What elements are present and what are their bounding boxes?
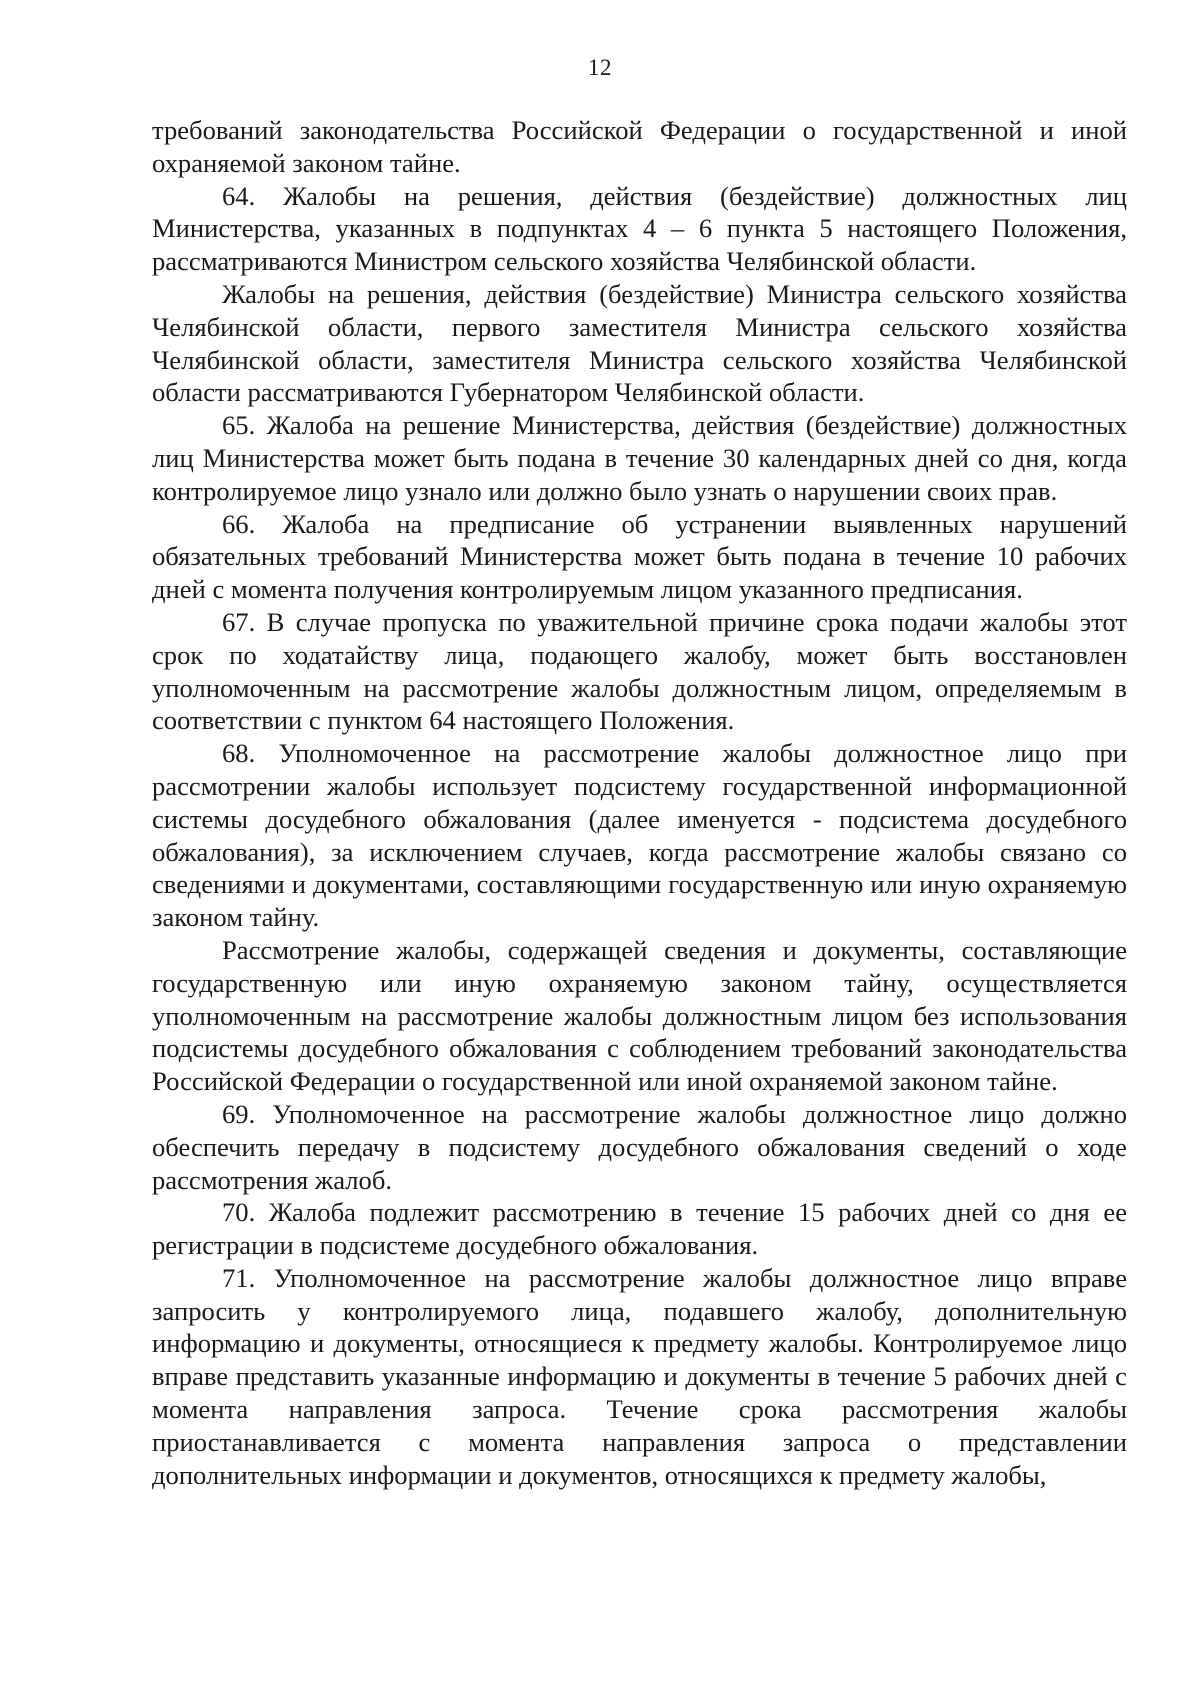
paragraph-67: 67. В случае пропуска по уважительной причине срока подачи жалобы этот срок по ходатайству лица, подающего жалобу, может быть восстановлен уполномоченным на рассмотрение жалобы должностным лицом, определяемым в соответствии с пунктом 64 настоящего Положения. (152, 606, 1127, 736)
page-number: 12 (588, 55, 612, 80)
paragraph-64: 64. Жалобы на решения, действия (бездействие) должностных лиц Министерства, указанных в подпунктах 4 – 6 пункта 5 настоящего Положения, рассматриваются Министром сельского хозяйства Челябинской области. (152, 180, 1127, 277)
paragraph-66: 66. Жалоба на предписание об устранении выявленных нарушений обязательных требований Министерства может быть подана в течение 10 рабочих дней с момента получения контролируемым лицом указанного предписания. (152, 508, 1127, 605)
paragraph-68-part-2: Рассмотрение жалобы, содержащей сведения и документы, составляющие государственную или иную охраняемую законом тайну, осуществляется уполномоченным на рассмотрение жалобы должностным лицом без использования подсистемы досудебного обжалования с соблюдением требований законодательства Российской Федерации о государственной или иной охраняемой законом тайне. (152, 934, 1127, 1097)
paragraph-64-part-2: Жалобы на решения, действия (бездействие) Министра сельского хозяйства Челябинской области, первого заместителя Министра сельского хозяйства Челябинской области, заместителя Министра сельского хозяйства Челябинской области рассматриваются Губернатором Челябинской области. (152, 278, 1127, 408)
paragraph-68: 68. Уполномоченное на рассмотрение жалобы должностное лицо при рассмотрении жалобы использует подсистему государственной информационной системы досудебного обжалования (далее именуется - подсистема досудебного обжалования), за исключением случаев, когда рассмотрение жалобы связано со сведениями и документами, составляющими государственную или иную охраняемую законом тайну. (152, 738, 1127, 933)
paragraph-70: 70. Жалоба подлежит рассмотрению в течение 15 рабочих дней со дня ее регистрации в подсистеме досудебного обжалования. (152, 1197, 1127, 1261)
paragraph-65: 65. Жалоба на решение Министерства, действия (бездействие) должностных лиц Министерства может быть подана в течение 30 календарных дней со дня, когда контролируемое лицо узнало или должно было узнать о нарушении своих прав. (152, 410, 1127, 506)
document-body (152, 114, 1127, 1491)
paragraph-continuation: требований законодательства Российской Федерации о государственной и иной охраняемой законом тайне. (152, 115, 1127, 178)
paragraph-71: 71. Уполномоченное на рассмотрение жалобы должностное лицо вправе запросить у контролируемого лица, подавшего жалобу, дополнительную информацию и документы, относящиеся к предмету жалобы. Контролируемое лицо вправе представить указанные информацию и документы в течение 5 рабочих дней с момента направления запроса. Течение срока рассмотрения жалобы приостанавливается с момента направления запроса о представлении дополнительных информации и документов, относящихся к предмету жалобы, (152, 1262, 1127, 1490)
paragraph-69: 69. Уполномоченное на рассмотрение жалобы должностное лицо должно обеспечить передачу в подсистему досудебного обжалования сведений о ходе рассмотрения жалоб. (152, 1098, 1127, 1195)
